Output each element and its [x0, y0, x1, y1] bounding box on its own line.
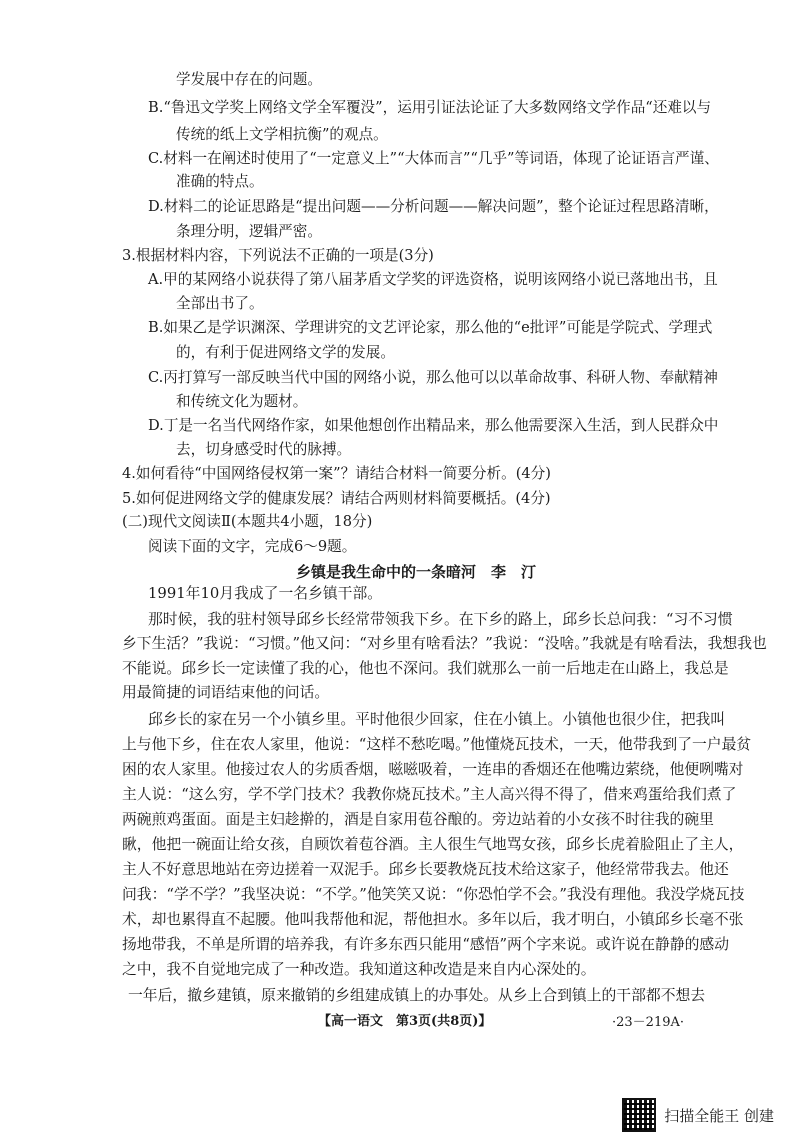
- section-heading: (二)现代文阅读Ⅱ(本题共4小题，18分): [122, 513, 373, 530]
- scanner-watermark: [622, 1098, 774, 1132]
- q3-option-b: B.如果乙是学识渊深、学理讲究的文艺评论家，那么他的“e批评”可能是学院式、学理式: [148, 319, 713, 336]
- text-line: 的，有利于促进网络文学的发展。: [176, 344, 395, 361]
- passage-line: 主人不好意思地站在旁边搓着一双泥手。邱乡长要教烧瓦技术给这家子，他经常带我去。他还: [122, 861, 729, 878]
- q3-option-c: C.丙打算写一部反映当代中国的网络小说，那么他可以以革命故事、科研人物、奉献精神: [148, 369, 718, 386]
- option-b-line: B.“鲁迅文学奖上网络文学全军覆没”，运用引证法论证了大多数网络文学作品“还难以与: [148, 99, 712, 116]
- text-line: 去，切身感受时代的脉搏。: [176, 441, 352, 458]
- passage-line: 问我：“学不学？”我坚决说：“不学。”他笑笑又说：“你恐怕学不会。”我没有理他。我没学烧瓦技: [122, 886, 745, 903]
- question-3: 3.根据材料内容，下列说法不正确的一项是(3分): [122, 247, 434, 264]
- text-line: 全部出书了。: [176, 295, 264, 312]
- passage-line: 两碗煎鸡蛋面。面是主妇趁擀的，酒是自家用苞谷酿的。旁边站着的小女孩不时往我的碗里: [122, 811, 714, 828]
- option-c-line: C.材料一在阐述时使用了“一定意义上”“大体而言”“几乎”等词语，体现了论证语言严谨、: [148, 150, 719, 167]
- passage-line: 一年后，撤乡建镇，原来撤销的乡组建成镇上的办事处。从乡上合到镇上的干部都不想去: [128, 987, 706, 1004]
- text-line: 和传统文化为题材。: [176, 393, 308, 410]
- text-line: 准确的特点。: [176, 173, 264, 190]
- watermark-text: 扫描全能王 创建: [664, 1106, 774, 1125]
- passage-line: 那时候，我的驻村领导邱乡长经常带领我下乡。在下乡的路上，邱乡长总问我：“习不习惯: [148, 611, 733, 628]
- passage-line: 邱乡长的家在另一个小镇乡里。平时他很少回家，住在小镇上。小镇他也很少住，把我叫: [148, 711, 726, 728]
- paper-code: ·23－219A·: [612, 1015, 685, 1030]
- question-5: 5.如何促进网络文学的健康发展？请结合两则材料简要概括。(4分): [122, 490, 551, 507]
- passage-line: 之中，我不自觉地完成了一种改造。我知道这种改造是来自内心深处的。: [122, 961, 596, 978]
- reading-instruction: 阅读下面的文字，完成6～9题。: [148, 538, 357, 555]
- text-line: 传统的纸上文学相抗衡”的观点。: [176, 126, 388, 143]
- passage-line: 不能说。邱乡长一定读懂了我的心，他也不深问。我们就那么一前一后地走在山路上，我总是: [122, 660, 729, 677]
- text-line: 条理分明，逻辑严密。: [176, 223, 322, 240]
- passage-line: 用最简捷的词语结束他的问话。: [122, 684, 330, 701]
- passage-title: 乡镇是我生命中的一条暗河 李 汀: [296, 563, 537, 581]
- passage-line: 主人说：“这么穷，学不学门技术？我教你烧瓦技术。”主人高兴得不得了，借来鸡蛋给我们煮了: [122, 786, 737, 803]
- text-line: 学发展中存在的问题。: [176, 71, 322, 88]
- qr-code-icon: [622, 1098, 656, 1132]
- q3-option-a: A.甲的某网络小说获得了第八届茅盾文学奖的评选资格，说明该网络小说已落地出书，且: [148, 271, 718, 288]
- option-d-line: D.材料二的论证思路是“提出问题——分析问题——解决问题”，整个论证过程思路清晰，: [148, 198, 719, 215]
- passage-line: 术，却也累得直不起腰。他叫我帮他和泥，帮他担水。多年以后，我才明白，小镇邱乡长毫不张: [122, 911, 744, 928]
- passage-line: 困的农人家里。他接过农人的劣质香烟，嗞嗞吸着，一连串的香烟还在他嘴边萦绕，他便咧嘴对: [122, 761, 744, 778]
- q3-option-d: D.丁是一名当代网络作家，如果他想创作出精品来，那么他需要深入生活，到人民群众中: [148, 417, 719, 434]
- passage-line: 扬地带我，不单是所谓的培养我，有许多东西只能用“感悟”两个字来说。或许说在静静的感动: [122, 936, 730, 953]
- page-footer: 【高一语文 第3页(共8页)】: [318, 1014, 492, 1029]
- passage-line: 乡下生活？”我说：“习惯。”他又问：“对乡里有啥看法？”我说：“没啥。”我就是有啥看法，我想我也: [122, 635, 767, 652]
- passage-line: 上与他下乡，住在农人家里，他说：“这样不愁吃喝。”他懂烧瓦技术，一天，他带我到了一户最贫: [122, 736, 752, 753]
- passage-line: 1991年10月我成了一名乡镇干部。: [148, 585, 383, 602]
- question-4: 4.如何看待“中国网络侵权第一案”？请结合材料一简要分析。(4分): [122, 465, 551, 482]
- passage-line: 瞅，他把一碗面让给女孩，自顾饮着苞谷酒。主人很生气地骂女孩，邱乡长虎着脸阻止了主人，: [122, 836, 744, 853]
